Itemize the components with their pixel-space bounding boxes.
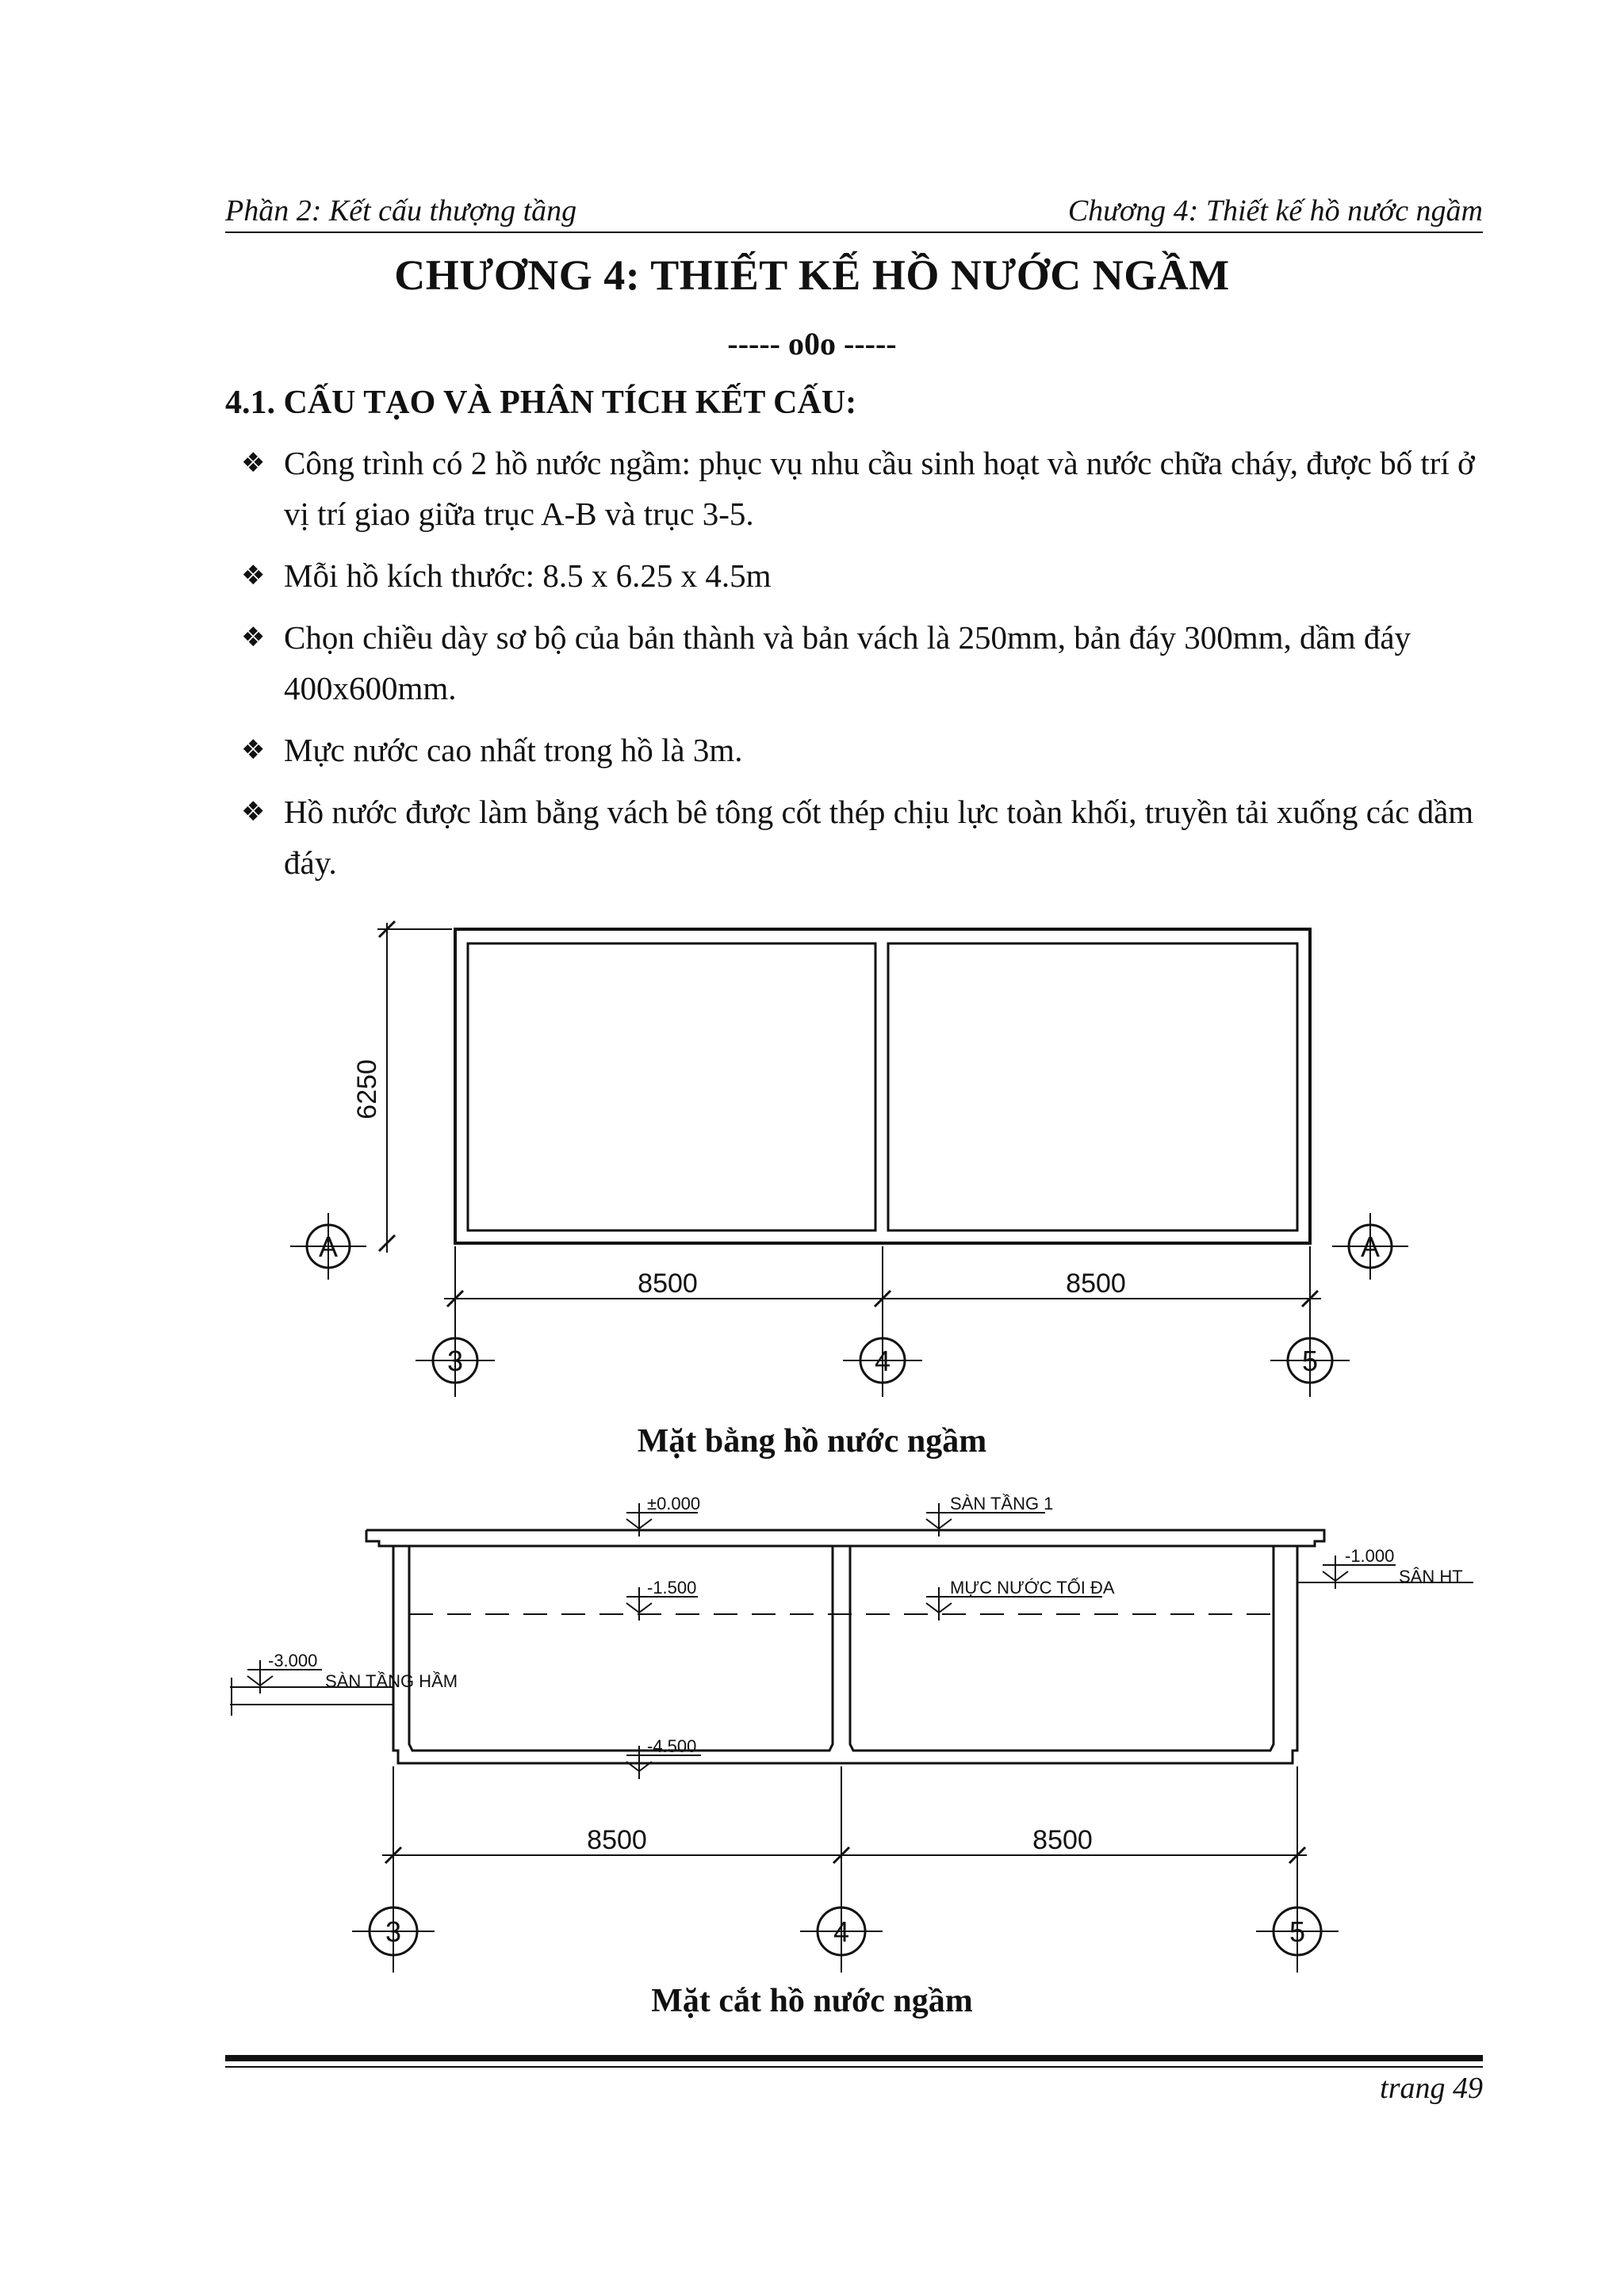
plan-dim-vertical: 6250 (352, 1059, 382, 1119)
chapter-title: CHƯƠNG 4: THIẾT KẾ HỒ NƯỚC NGẦM (394, 251, 1230, 299)
diamond-bullet-icon: ❖ (241, 734, 266, 766)
diamond-bullet-icon: ❖ (241, 560, 266, 591)
page-number: trang 49 (1380, 2072, 1483, 2105)
axis-label-5-section: 5 (1289, 1915, 1306, 1948)
level-label-max-water: MỰC NƯỚC TỐI ĐA (950, 1578, 1115, 1598)
section-dim-right: 8500 (1032, 1825, 1093, 1855)
diamond-bullet-icon: ❖ (241, 447, 266, 479)
plan-left-chamber (468, 943, 875, 1230)
section-caption: Mặt cắt hồ nước ngầm (651, 1983, 973, 2019)
level-label-floor1: SÀN TẦNG 1 (950, 1494, 1054, 1513)
axis-label-a-right: A (1360, 1230, 1381, 1263)
level-label-basement: SÀN TẦNG HẦM (325, 1671, 458, 1691)
section-view (230, 1503, 1473, 1973)
bullet-text: Công trình có 2 hồ nước ngầm: phục vụ nhu cầu sinh hoạt và nước chữa cháy, được bố trí ở vị trí giao giữa trục A-B và trục 3-5. (284, 445, 1475, 532)
bullet-text: Mực nước cao nhất trong hồ là 3m. (284, 732, 743, 768)
level-label-neg3000: -3.000 (268, 1651, 318, 1670)
bullet-text: Hồ nước được làm bằng vách bê tông cốt thép chịu lực toàn khối, truyền tải xuống các dầm đáy. (284, 794, 1474, 881)
bullet-text: Mỗi hồ kích thước: 8.5 x 6.25 x 4.5m (284, 557, 772, 594)
plan-outer-wall (455, 929, 1310, 1243)
level-label-neg1500: -1.500 (647, 1578, 697, 1598)
axis-label-3-plan: 3 (446, 1345, 464, 1377)
axis-label-3-section: 3 (385, 1915, 402, 1948)
plan-right-chamber (888, 943, 1297, 1230)
plan-dim-left: 8500 (638, 1269, 698, 1299)
axis-label-a-left: A (318, 1230, 339, 1263)
section-dim-left: 8500 (587, 1825, 647, 1855)
plan-caption: Mặt bằng hồ nước ngầm (637, 1423, 987, 1460)
section-outer-wall (393, 1546, 1297, 1763)
separator: ----- o0o ----- (727, 326, 897, 362)
plan-dim-right: 8500 (1066, 1269, 1126, 1299)
level-label-neg1000: -1.000 (1345, 1546, 1395, 1566)
section-left-chamber (409, 1546, 833, 1751)
footer-rule (225, 2066, 1483, 2068)
axis-label-5-plan: 5 (1301, 1345, 1319, 1377)
plan-view (290, 921, 1408, 1397)
header-right: Chương 4: Thiết kế hồ nước ngầm (1067, 194, 1483, 228)
section-top-slab (366, 1530, 1324, 1546)
section-right-chamber (850, 1546, 1274, 1751)
bullet-text: Chọn chiều dày sơ bộ của bản thành và bản vách là 250mm, bản đáy 300mm, dầm đáy 400x600mm. (284, 619, 1411, 706)
diamond-bullet-icon: ❖ (241, 622, 266, 653)
header-left: Phần 2: Kết cấu thượng tầng (225, 194, 577, 228)
axis-label-4-plan: 4 (874, 1345, 891, 1377)
footer-rule (225, 2055, 1483, 2061)
level-label-neg4500: -4.500 (647, 1736, 697, 1756)
level-label-0: ±0.000 (647, 1494, 701, 1513)
axis-label-4-section: 4 (833, 1915, 850, 1948)
section-heading: 4.1. CẤU TẠO VÀ PHÂN TÍCH KẾT CẤU: (225, 385, 857, 421)
diamond-bullet-icon: ❖ (241, 796, 266, 828)
level-label-san-ht: SÂN HT (1399, 1567, 1463, 1586)
